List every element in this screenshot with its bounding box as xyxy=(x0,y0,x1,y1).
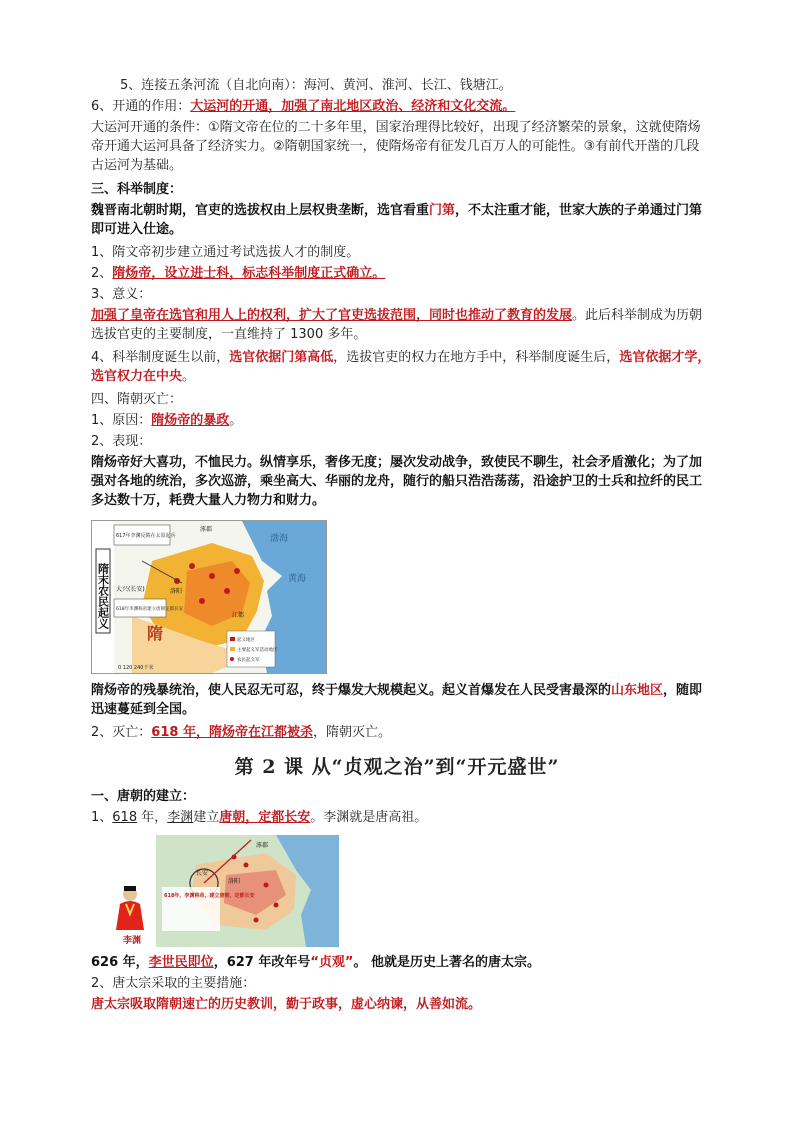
text: 。 他就是历史上著名的唐太宗。 xyxy=(353,955,540,970)
highlight: 唐朝，定都长安 xyxy=(219,810,311,825)
map2-city-zhuojun: 涿郡 xyxy=(256,842,269,849)
section-heading-fall xyxy=(91,390,711,409)
text: 。 xyxy=(182,369,196,384)
text: 大运河开通的条件：①隋文帝在位的二十多年里，国家治理得比较好，出现了经济繁荣的景象，这就使隋炀帝开通大运河具备了经济实力。②隋朝国家统一，使隋炀帝有征发几百万人的可能性。③有前代开凿的几段古运河为基础。 xyxy=(91,120,701,173)
text: 隋炀帝的残暴统治，使人民忍无可忍，终于爆发大规模起义。起义首爆发在人民受害最深的 xyxy=(91,683,612,698)
map1-country-sui: 隋 xyxy=(147,624,164,643)
keju-point-4 xyxy=(91,348,711,386)
text: 三、科举制度： xyxy=(91,182,183,197)
canal-effect-line xyxy=(91,97,711,116)
text: 2、 xyxy=(91,266,113,281)
map1-legend-3: 农民起义军 xyxy=(237,658,260,663)
text: 2、表现： xyxy=(91,434,152,449)
portrait-caption: 李渊 xyxy=(122,936,141,946)
text: 6、开通的作用： xyxy=(91,99,191,114)
text: 年， xyxy=(137,810,168,825)
map1-legend-2: 主要起义军活动地区 xyxy=(237,648,278,653)
taizong-measures-text xyxy=(91,995,711,1014)
text: 魏晋南北朝时期，官吏的选拔权由上层权贵垄断，选官看重 xyxy=(91,203,430,218)
taizong-measures-label xyxy=(91,974,711,993)
text: 建立 xyxy=(193,810,220,825)
text: ，隋朝灭亡。 xyxy=(312,725,391,740)
text: ，选拔官吏的权力在地方手中，科举制度诞生后， xyxy=(333,350,620,365)
text: 4、科举制度诞生以前， xyxy=(91,350,230,365)
text: 隋炀帝好大喜功，不恤民力。纵情享乐，奢侈无度；屡次发动战争，致使民不聊生，社会矛盾激化；为了加强对各地的统治，多次巡游，乘坐高大、华丽的龙舟，随行的船只浩浩荡荡，沿途护卫的士兵和拉纤的民工多达数十万，耗费大量人力物力和财力。 xyxy=(91,455,703,508)
map2-city-luoyang: 洛阳 xyxy=(228,878,241,885)
highlight: 隋炀帝，设立进士科，标志科举制度正式确立。 xyxy=(112,266,386,281)
sui-uprising-map xyxy=(91,520,327,674)
keju-significance-paragraph xyxy=(91,306,711,344)
section-heading-tang xyxy=(91,787,711,806)
text: 。此后科举制成为历朝选拔官吏的主要制度，一直维持了 1300 多年。 xyxy=(91,308,703,342)
text: 一、唐朝的建立： xyxy=(91,789,196,804)
map1-sea-bohai: 渤海 xyxy=(270,534,289,544)
fall-end xyxy=(91,723,711,742)
keju-point-1 xyxy=(91,243,711,262)
map1-city-jiangdu: 江都 xyxy=(232,612,245,619)
highlight: 隋炀帝的暴政 xyxy=(151,413,230,428)
highlight: 618 年，隋炀帝在江都被杀 xyxy=(151,725,313,740)
tang-map-svg xyxy=(156,835,339,947)
map1-city-chang-an: 大兴(长安) xyxy=(116,586,145,593)
text: 。 xyxy=(229,413,243,428)
highlight: 加强了皇帝在选官和用人上的权利，扩大了官吏选拔范围，同时也推动了教育的发展 xyxy=(91,308,573,323)
keju-background-paragraph xyxy=(91,201,711,239)
text: 1、原因： xyxy=(91,413,152,428)
text: 2、唐太宗采取的主要措施： xyxy=(91,976,256,991)
text: 四、隋朝灭亡： xyxy=(91,392,183,407)
text: 3、意义： xyxy=(91,287,152,302)
map1-legend-1: 起义地区 xyxy=(237,638,255,643)
highlight: 门第 xyxy=(429,203,456,218)
map1-sidebar-text: 隋末农民起义 xyxy=(96,563,110,629)
highlight: 山东地区 xyxy=(611,683,664,698)
section-heading-keju xyxy=(91,180,711,199)
text: ，627 年改年号 xyxy=(213,955,311,970)
map1-sea-huanghai: 黄海 xyxy=(288,574,307,584)
text: 1、 xyxy=(91,810,113,825)
tang-founding-line xyxy=(91,808,711,827)
keju-point-2 xyxy=(91,264,711,283)
text: ，不太注重才能，世家大族的子弟通过门第即可进入仕途。 xyxy=(91,203,703,237)
text: 李渊 xyxy=(167,810,194,825)
sui-map-svg xyxy=(92,521,326,673)
map1-note-1: 617年李渊反隋在太原起兵 xyxy=(116,533,176,539)
li-yuan-portrait xyxy=(110,884,150,932)
taizong-line xyxy=(91,953,711,972)
lesson-title: 第 2 课 从“贞观之治”到“开元盛世” xyxy=(234,756,560,778)
text: 618 xyxy=(112,810,138,825)
highlight: 李世民即位 xyxy=(148,955,214,970)
map2-note: 618年，李渊称帝，建立唐朝，定都长安 xyxy=(164,893,255,899)
fall-cause xyxy=(91,411,711,430)
map1-scale: 0 120 240千米 xyxy=(118,665,154,671)
text: 626 年， xyxy=(91,955,149,970)
text: 5、连接五条河流（自北向南）：海河、黄河、淮河、长江、钱塘江。 xyxy=(120,78,512,93)
canal-conditions-paragraph xyxy=(91,118,711,175)
keju-point-3 xyxy=(91,285,711,304)
fall-manifestation-paragraph xyxy=(91,453,711,510)
map2-city-chang-an: 长安 xyxy=(196,870,209,877)
text: ，随即迅速蔓延到全国。 xyxy=(91,683,703,717)
highlight: 选官依据门第高低 xyxy=(229,350,334,365)
text: 1、隋文帝初步建立通过考试选拔人才的制度。 xyxy=(91,245,360,260)
highlight: “贞观” xyxy=(310,955,354,970)
canal-rivers-line xyxy=(120,76,740,95)
highlight: 大运河的开通，加强了南北地区政治、经济和文化交流。 xyxy=(190,99,516,114)
map1-city-zhuojun: 涿郡 xyxy=(200,526,213,533)
highlight: 选官依据才学，选官权力在中央 xyxy=(91,350,711,384)
text: 。李渊就是唐高祖。 xyxy=(310,810,428,825)
tang-founding-map xyxy=(156,835,339,947)
map1-city-luoyang: 洛阳 xyxy=(170,588,183,595)
text: 唐太宗吸取隋朝速亡的历史教训，勤于政事，虚心纳谏，从善如流。 xyxy=(91,997,482,1012)
uprising-paragraph xyxy=(91,681,711,719)
fall-manifestation-label xyxy=(91,432,711,451)
text: 2、灭亡： xyxy=(91,725,152,740)
map1-note-2: 618年李渊称帝建立唐朝定都长安 xyxy=(116,607,184,612)
